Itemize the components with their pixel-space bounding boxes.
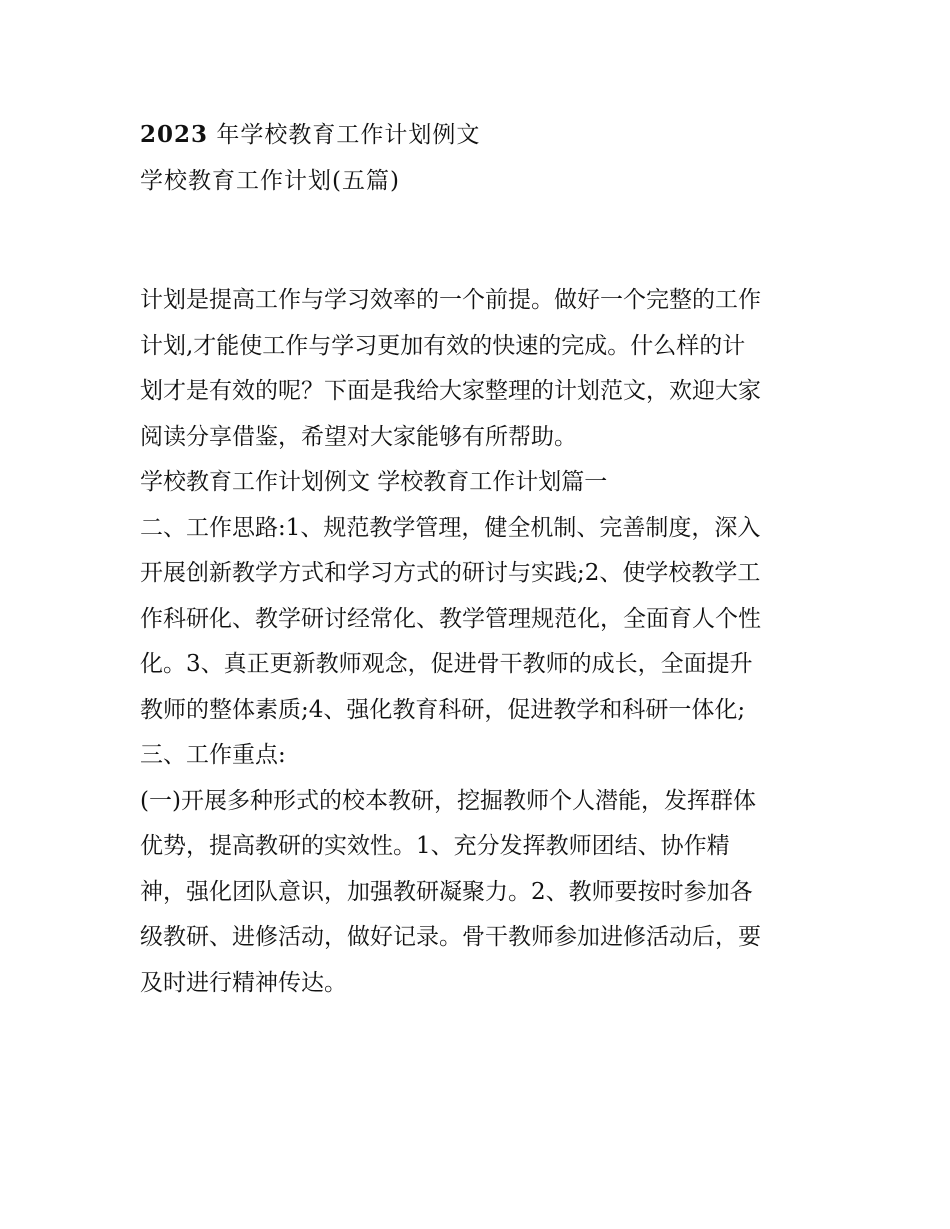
document-body bbox=[140, 278, 820, 1006]
body-line: 阅读分享借鉴，希望对大家能够有所帮助。 bbox=[140, 423, 577, 450]
body-line: 神，强化团队意识，加强教研凝聚力。2、教师要按时参加各 bbox=[140, 878, 753, 905]
body-line: (一)开展多种形式的校本教研，挖掘教师个人潜能，发挥群体 bbox=[140, 787, 756, 814]
body-line: 划才是有效的呢？下面是我给大家整理的计划范文，欢迎大家 bbox=[140, 378, 761, 404]
title-year: 2023 bbox=[140, 121, 209, 148]
title-line-1 bbox=[140, 112, 840, 159]
body-line: 作科研化、教学研讨经常化、教学管理规范化，全面育人个性 bbox=[140, 605, 761, 632]
body-line: 二、工作思路:1、规范教学管理，健全机制、完善制度，深入 bbox=[140, 514, 761, 541]
body-line: 开展创新教学方式和学习方式的研讨与实践;2、使学校教学工 bbox=[140, 560, 761, 586]
body-line: 教师的整体素质;4、强化教育科研，促进教学和科研一体化; bbox=[140, 696, 746, 723]
section-heading: 学校教育工作计划例文 学校教育工作计划篇一 bbox=[140, 469, 608, 495]
title-line-1-text: 年学校教育工作计划例文 bbox=[208, 122, 481, 148]
body-line: 级教研、进修活动，做好记录。骨干教师参加进修活动后，要 bbox=[140, 924, 761, 950]
body-line: 计划,才能使工作与学习更加有效的快速的完成。什么样的计 bbox=[140, 332, 746, 359]
body-line: 计划是提高工作与学习效率的一个前提。做好一个完整的工作 bbox=[140, 287, 761, 313]
subsection-heading: 三、工作重点: bbox=[140, 742, 286, 768]
title-line-2: 学校教育工作计划(五篇) bbox=[140, 167, 400, 194]
body-line: 及时进行精神传达。 bbox=[140, 969, 347, 996]
body-line: 优势，提高教研的实效性。1、充分发挥教师团结、协作精 bbox=[140, 833, 730, 859]
document-title bbox=[140, 112, 840, 204]
body-line: 化。3、真正更新教师观念，促进骨干教师的成长，全面提升 bbox=[140, 651, 753, 677]
